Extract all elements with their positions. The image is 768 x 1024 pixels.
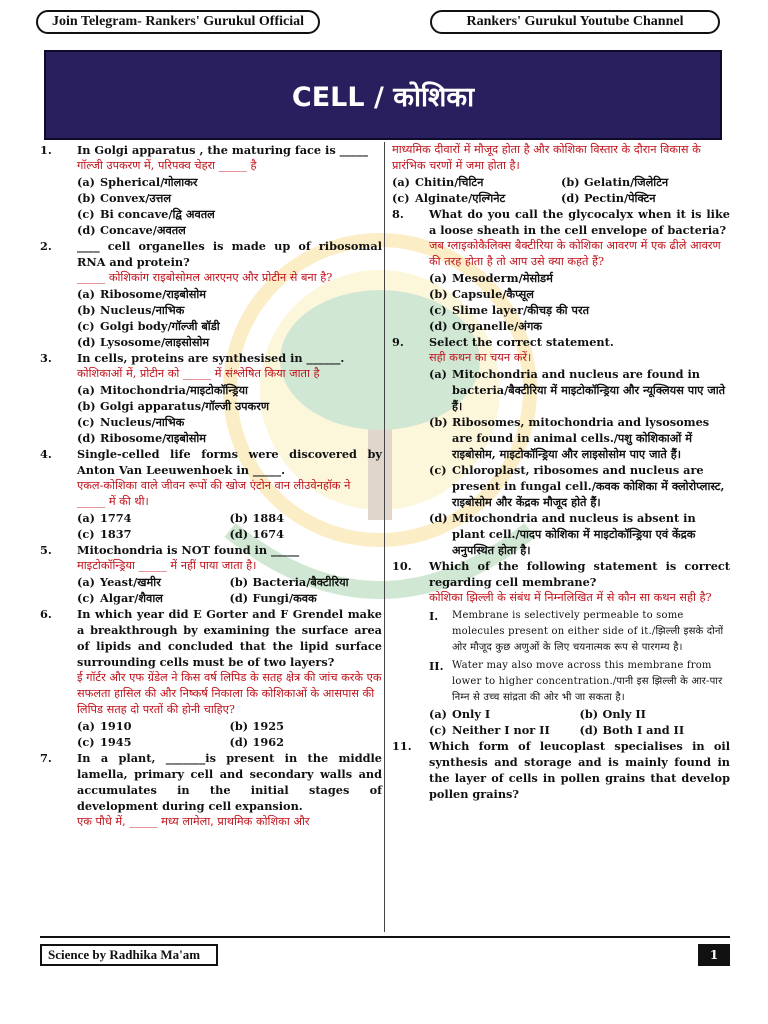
question-english: In Golgi apparatus , the maturing face is _____: [77, 143, 368, 157]
question-english: Which form of leucoplast specialises in oil synthesis and storage and is mainly found in the layer of cells in pollen grains that develop pollen grains?: [429, 739, 730, 801]
question-number: 10.: [392, 559, 412, 573]
option: [77, 574, 230, 590]
option-text: Slime layer/कीचड़ की परत: [452, 303, 590, 317]
question-body: [77, 542, 382, 574]
statement: [429, 608, 730, 656]
option: [561, 174, 730, 190]
option-label: (b): [429, 287, 448, 301]
option-label: (a): [429, 271, 448, 285]
option-label: (d): [429, 319, 448, 333]
option-text: Golgi body/गॉल्जी बॉडी: [100, 319, 220, 333]
option-text: Yeast/खमीर: [100, 575, 161, 589]
question-number: 4.: [40, 447, 52, 461]
question-number: 6.: [40, 607, 52, 621]
page-number: 1: [698, 944, 730, 966]
option: [429, 510, 730, 558]
option: [77, 302, 382, 318]
option-text: Convex/उत्तल: [100, 191, 172, 205]
question: [40, 542, 382, 574]
question-number: 7.: [40, 751, 52, 765]
option-text: Nucleus/नाभिक: [100, 415, 185, 429]
option: [429, 462, 730, 510]
option-row: [392, 174, 730, 190]
statement-text: Membrane is selectively permeable to some molecules present on either side of it./झिल्ली इसके दोनों ओर मौजूद कुछ अणुओं के लिए चयनात्मक रूप से पारगम्य है।: [452, 610, 724, 653]
question-body: [429, 558, 730, 606]
question: [40, 606, 382, 718]
option: [77, 206, 382, 222]
option-text: Spherical/गोलाकर: [100, 175, 198, 189]
option-text: Mitochondria and nucleus are found in bacteria/बैक्टीरिया में माइटोकॉन्ड्रिया और न्यूक्लियस पाए जाते हैं।: [452, 367, 726, 413]
question-hindi: कोशिकाओं में, प्रोटीन को _____ में संश्लेषित किया जाता है: [77, 367, 320, 380]
option-text: Golgi apparatus/गॉल्जी उपकरण: [100, 399, 270, 413]
option-row: [77, 590, 382, 606]
question: [392, 206, 730, 270]
question-body: [77, 238, 382, 286]
option: [77, 590, 230, 606]
option: [77, 318, 382, 334]
question-hindi: जब ग्लाइकोकैलिक्स बैक्टीरिया के कोशिका आवरण में एक ढीले आवरण की तरह होता है तो आप उसे क्या कहते हैं?: [429, 239, 721, 268]
question-english: In a plant, _______is present in the middle lamella, primary cell and secondary walls and accumulates in the initial stages of development during cell expansion.: [77, 751, 382, 813]
option: [230, 510, 383, 526]
option: [77, 334, 382, 350]
question-number: 2.: [40, 239, 52, 253]
option-row: [429, 722, 730, 738]
option: [561, 190, 730, 206]
option-text: 1674: [252, 527, 284, 541]
option: [77, 286, 382, 302]
question-hindi: गॉल्जी उपकरण में, परिपक्व चेहरा _____ है: [77, 159, 257, 172]
option-text: 1945: [100, 735, 132, 749]
question-body: [77, 446, 382, 510]
question-hindi: सही कथन का चयन करें।: [429, 351, 532, 364]
option-row: [77, 510, 382, 526]
question: [40, 142, 382, 174]
question-english: Which of the following statement is correct regarding cell membrane?: [429, 559, 730, 589]
option: [230, 526, 383, 542]
option-label: (a): [77, 383, 96, 397]
question-number: 3.: [40, 351, 52, 365]
question-number: 8.: [392, 207, 404, 221]
option-label: (a): [77, 511, 96, 525]
option-label: (c): [77, 319, 95, 333]
statement-label: I.: [429, 609, 439, 623]
question-english: Single-celled life forms were discovered by Anton Van Leeuwenhoek in _____.: [77, 447, 382, 477]
option-label: (b): [229, 575, 249, 589]
option-label: (a): [392, 175, 411, 189]
option-text: Neither I nor II: [452, 723, 550, 737]
option-label: (d): [561, 191, 580, 205]
option-text: 1837: [100, 527, 132, 541]
question-number: 11.: [392, 739, 412, 753]
option: [230, 574, 383, 590]
option: [77, 718, 230, 734]
left-column: [40, 142, 382, 830]
option-text: Nucleus/नाभिक: [100, 303, 185, 317]
question-hindi: ई गॉर्टर और एफ ग्रेंडेल ने किस वर्ष लिपिड के सतह क्षेत्र की जांच करके एक सफलता हासिल की और निष्कर्ष निकाला कि कोशिकाओं के आसपास की लिपिड सतह दो परतों की होनी चाहिए?: [77, 671, 382, 716]
option-label: (d): [229, 527, 249, 541]
question-number: 1.: [40, 143, 52, 157]
option-label: (c): [429, 723, 447, 737]
option: [77, 382, 382, 398]
option-label: (b): [229, 719, 249, 733]
option-label: (c): [77, 591, 95, 605]
option: [77, 734, 230, 750]
option-label: (d): [77, 431, 96, 445]
option: [77, 174, 382, 190]
option: [429, 706, 580, 722]
option-text: Only II: [602, 707, 646, 721]
option: [429, 366, 730, 414]
option-text: Ribosomes, mitochondria and lysosomes are found in animal cells./पशु कोशिकाओं में राइबोसोम, माइटोकॉन्ड्रिया और लाइसोसोम पाए जाते हैं।: [452, 415, 710, 461]
option-row: [77, 526, 382, 542]
option-label: (b): [561, 175, 580, 189]
option-text: 1884: [252, 511, 284, 525]
option-label: (c): [77, 735, 95, 749]
option-label: (c): [77, 415, 95, 429]
option-label: (b): [429, 415, 448, 429]
option-label: (d): [579, 723, 599, 737]
question: [40, 238, 382, 286]
option-text: Mitochondria/माइटोकॉन्ड्रिया: [100, 383, 248, 397]
option-label: (d): [429, 511, 448, 525]
option-text: 1962: [252, 735, 284, 749]
option-row: [429, 706, 730, 722]
page-title: CELL / कोशिका: [291, 81, 475, 113]
option-text: 1774: [100, 511, 132, 525]
question-hindi: एक पौधे में, _____ मध्य लामेला, प्राथमिक कोशिका और: [77, 815, 310, 828]
option: [580, 722, 731, 738]
option-text: Bacteria/बैक्टीरिया: [252, 575, 349, 589]
question-english: In cells, proteins are synthesised in ______.: [77, 351, 345, 365]
question-body: [77, 142, 382, 174]
option-text: Alginate/एल्गिनेट: [415, 191, 506, 205]
option-label: (b): [229, 511, 249, 525]
option-text: Ribosome/राइबोसोम: [100, 431, 207, 445]
option: [77, 430, 382, 446]
option: [580, 706, 731, 722]
question-body: [429, 738, 730, 802]
question-hindi: कोशिका झिल्ली के संबंध में निम्नलिखित में से कौन सा कथन सही है?: [429, 591, 712, 604]
option-label: (d): [77, 335, 96, 349]
option-row: [77, 574, 382, 590]
option-label: (c): [77, 207, 95, 221]
question-english: Select the correct statement.: [429, 335, 614, 349]
option-row: [77, 734, 382, 750]
question: [392, 558, 730, 606]
option: [77, 398, 382, 414]
option-row: [77, 718, 382, 734]
option: [429, 270, 730, 286]
option-text: 1910: [100, 719, 132, 733]
option: [429, 722, 580, 738]
option-label: (b): [77, 303, 96, 317]
option: [230, 734, 383, 750]
option-label: (d): [229, 591, 249, 605]
option-label: (a): [77, 175, 96, 189]
option-text: Organelle/अंगक: [452, 319, 542, 333]
right-column: [392, 142, 730, 802]
question-english: ____ cell organelles is made up of ribosomal RNA and protein?: [77, 239, 382, 269]
option-text: Lysosome/लाइसोसोम: [100, 335, 210, 349]
question-body: [77, 350, 382, 382]
option-text: 1925: [252, 719, 284, 733]
option: [230, 718, 383, 734]
option-text: Only I: [452, 707, 491, 721]
option-label: (a): [77, 287, 96, 301]
question-body: [429, 206, 730, 270]
option-text: Capsule/कैप्सूल: [452, 287, 534, 301]
question-english: Mitochondria is NOT found in _____: [77, 543, 300, 557]
option-label: (b): [77, 191, 96, 205]
option-text: Both I and II: [602, 723, 685, 737]
question-number: 5.: [40, 543, 52, 557]
footer-divider: [40, 936, 730, 938]
question-body: [77, 750, 382, 830]
option: [77, 526, 230, 542]
option-label: (d): [229, 735, 249, 749]
question-english: In which year did E Gorter and F Grendel make a breakthrough by examining the surface area of lipids and concluded that the lipid surface surrounding cells must be of two layers?: [77, 607, 382, 669]
option: [77, 510, 230, 526]
column-divider: [384, 142, 385, 932]
option-text: Bi concave/द्वि अवतल: [100, 207, 215, 221]
option-text: Mesoderm/मेसोडर्म: [452, 271, 553, 285]
question-hindi: एकल-कोशिका वाले जीवन रूपों की खोज एंटोन वान लीउवेनहॉक ने _____ में की थी।: [77, 479, 351, 508]
question: [392, 334, 730, 366]
option: [77, 222, 382, 238]
telegram-header: Join Telegram- Rankers' Gurukul Official: [36, 10, 320, 34]
option: [77, 190, 382, 206]
option-label: (c): [429, 303, 447, 317]
option-text: Chloroplast, ribosomes and nucleus are present in fungal cell./कवक कोशिका में क्लोरोप्लास्ट, राइबोसोम और केंद्रक मौजूद होते हैं।: [452, 463, 725, 509]
option: [429, 302, 730, 318]
option-text: Gelatin/जिलेटिन: [584, 175, 669, 189]
question-hindi: माइटोकॉन्ड्रिया _____ में नहीं पाया जाता है।: [77, 559, 257, 572]
question-english: What do you call the glycocalyx when it is like a loose sheath in the cell envelope of bacteria?: [429, 207, 730, 237]
question: [40, 350, 382, 382]
option: [429, 318, 730, 334]
option-text: Algar/शैवाल: [100, 591, 163, 605]
option-label: (d): [77, 223, 96, 237]
option: [77, 414, 382, 430]
option-label: (a): [77, 575, 96, 589]
footer-author: Science by Radhika Ma'am: [40, 944, 218, 966]
question: [392, 738, 730, 802]
question-body: [429, 334, 730, 366]
option-text: Concave/अवतल: [100, 223, 186, 237]
option-label: (a): [77, 719, 96, 733]
option-text: Mitochondria and nucleus is absent in plant cell./पादप कोशिका में माइटोकॉन्ड्रिया एवं केंद्रक अनुपस्थित होता है।: [452, 511, 696, 557]
option-label: (c): [429, 463, 447, 477]
option-text: Pectin/पेक्टिन: [584, 191, 656, 205]
question: [40, 446, 382, 510]
option-label: (b): [579, 707, 599, 721]
option-text: Ribosome/राइबोसोम: [100, 287, 207, 301]
question-7-options: [392, 174, 730, 206]
question-7-continuation: माध्यमिक दीवारों में मौजूद होता है और कोशिका विस्तार के दौरान विकास के प्रारंभिक चरणों में जमा होता है।: [392, 143, 701, 172]
statement-label: II.: [429, 659, 444, 673]
statement-text: Water may also move across this membrane from lower to higher concentration./पानी इस झिल्ली के आर-पार निम्न से उच्च सांद्रता की ओर भी जा सकता है।: [452, 660, 723, 703]
statement: [429, 658, 730, 706]
option: [429, 414, 730, 462]
option-label: (c): [77, 527, 95, 541]
option: [392, 190, 561, 206]
option: [392, 174, 561, 190]
option-label: (c): [392, 191, 410, 205]
question-body: [77, 606, 382, 718]
option-label: (a): [429, 707, 448, 721]
option: [230, 590, 383, 606]
option-text: Chitin/चिटिन: [415, 175, 484, 189]
option-text: Fungi/कवक: [252, 591, 317, 605]
option-row: [392, 190, 730, 206]
page-title-banner: [44, 50, 722, 140]
option-label: (a): [429, 367, 448, 381]
option: [429, 286, 730, 302]
youtube-header: Rankers' Gurukul Youtube Channel: [430, 10, 720, 34]
question-hindi: _____ कोशिकांग राइबोसोमल आरएनए और प्रोटीन से बना है?: [77, 271, 333, 284]
question: [40, 750, 382, 830]
question-number: 9.: [392, 335, 404, 349]
option-label: (b): [77, 399, 96, 413]
